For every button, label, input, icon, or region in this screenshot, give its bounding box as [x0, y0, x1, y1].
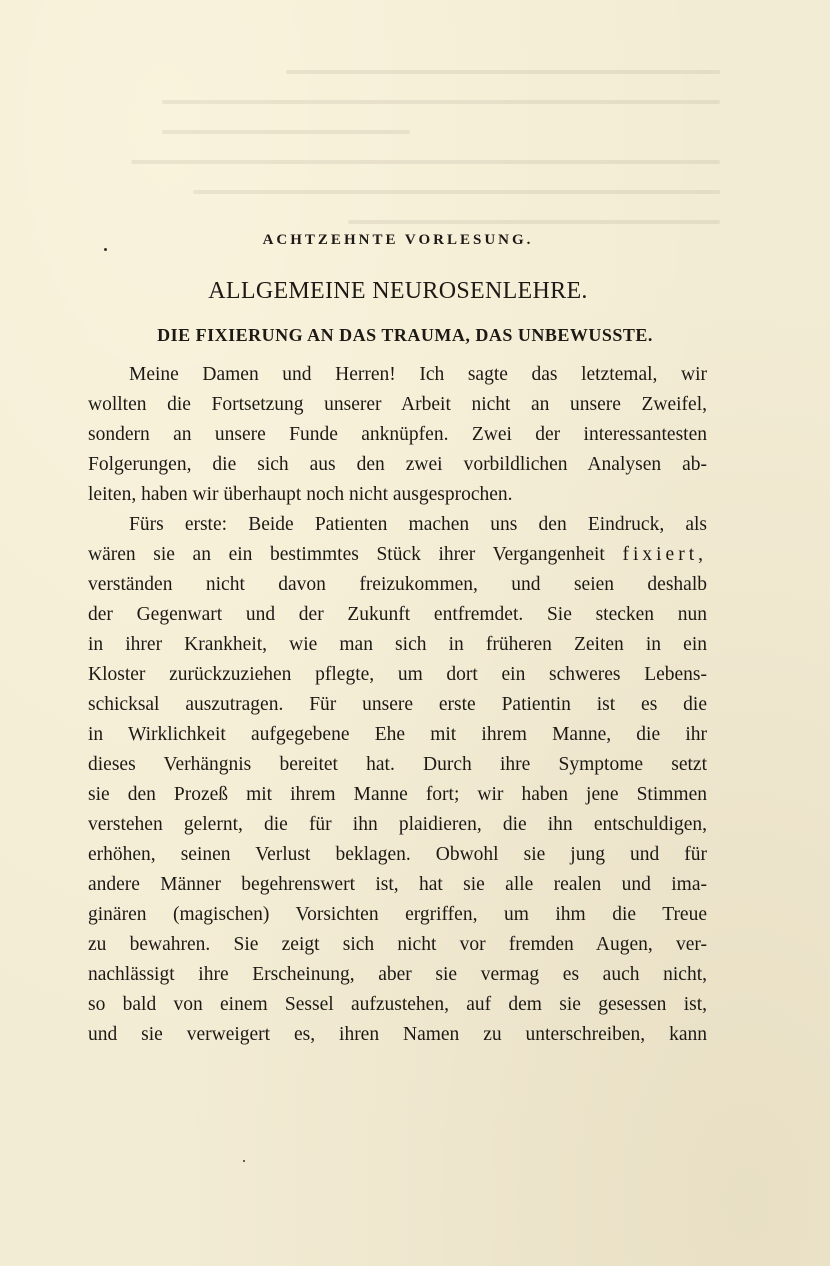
text-line: [88, 540, 707, 570]
text-line: nachlässigt ihre Erscheinung, aber sie vermag es auch nicht,: [88, 964, 707, 985]
text-line: schicksal auszutragen. Für unsere erste Patientin ist es die: [88, 694, 707, 715]
text-line: der Gegenwart und der Zukunft entfremdet. Sie stecken nun: [88, 604, 707, 625]
text-line: verstehen gelernt, die für ihn plaidieren, die ihn entschuldigen,: [88, 814, 707, 835]
text-line: dieses Verhängnis bereitet hat. Durch ihre Symptome setzt: [88, 754, 707, 775]
text-line: Meine Damen und Herren! Ich sagte das letztemal, wir: [129, 364, 707, 385]
bleed-through-text: [100, 70, 720, 250]
text-line: sie den Prozeß mit ihrem Manne fort; wir haben jene Stimmen: [88, 784, 707, 805]
lecture-number: ACHTZEHNTE VORLESUNG.: [262, 232, 534, 248]
text-line: in ihrer Krankheit, wie man sich in früheren Zeiten in ein: [88, 634, 707, 655]
text-line: verständen nicht davon freizukommen, und seien deshalb: [88, 574, 707, 595]
text-line: andere Männer begehrenswert ist, hat sie alle realen und ima-: [88, 874, 707, 895]
text-line: Folgerungen, die sich aus den zwei vorbildlichen Analysen ab-: [88, 454, 707, 475]
text-line: erhöhen, seinen Verlust beklagen. Obwohl sie jung und für: [88, 844, 707, 865]
text-line: und sie verweigert es, ihren Namen zu unterschreiben, kann: [88, 1024, 707, 1045]
text-line: Kloster zurückzuziehen pflegte, um dort ein schweres Lebens-: [88, 664, 707, 685]
text-line: wollten die Fortsetzung unserer Arbeit nicht an unsere Zweifel,: [88, 394, 707, 415]
text-line: so bald von einem Sessel aufzustehen, auf dem sie gesessen ist,: [88, 994, 707, 1015]
chapter-subtitle: DIE FIXIERUNG AN DAS TRAUMA, DAS UNBEWUSSTE.: [157, 325, 653, 345]
text-line: leiten, haben wir überhaupt noch nicht ausgesprochen.: [88, 484, 513, 505]
paper-speck: [243, 1160, 245, 1162]
chapter-title: ALLGEMEINE NEUROSENLEHRE.: [208, 278, 588, 304]
text-line-main: wären sie an ein bestimmtes Stück ihrer Vergangenheit: [88, 544, 605, 565]
text-line: Fürs erste: Beide Patienten machen uns den Eindruck, als: [129, 514, 707, 535]
emphasized-word: fixiert,: [622, 544, 707, 565]
text-line: sondern an unsere Funde anknüpfen. Zwei der interessantesten: [88, 424, 707, 445]
text-line: zu bewahren. Sie zeigt sich nicht vor fremden Augen, ver-: [88, 934, 707, 955]
text-line: in Wirklichkeit aufgegebene Ehe mit ihrem Manne, die ihr: [88, 724, 707, 745]
text-line: ginären (magischen) Vorsichten ergriffen, um ihm die Treue: [88, 904, 707, 925]
